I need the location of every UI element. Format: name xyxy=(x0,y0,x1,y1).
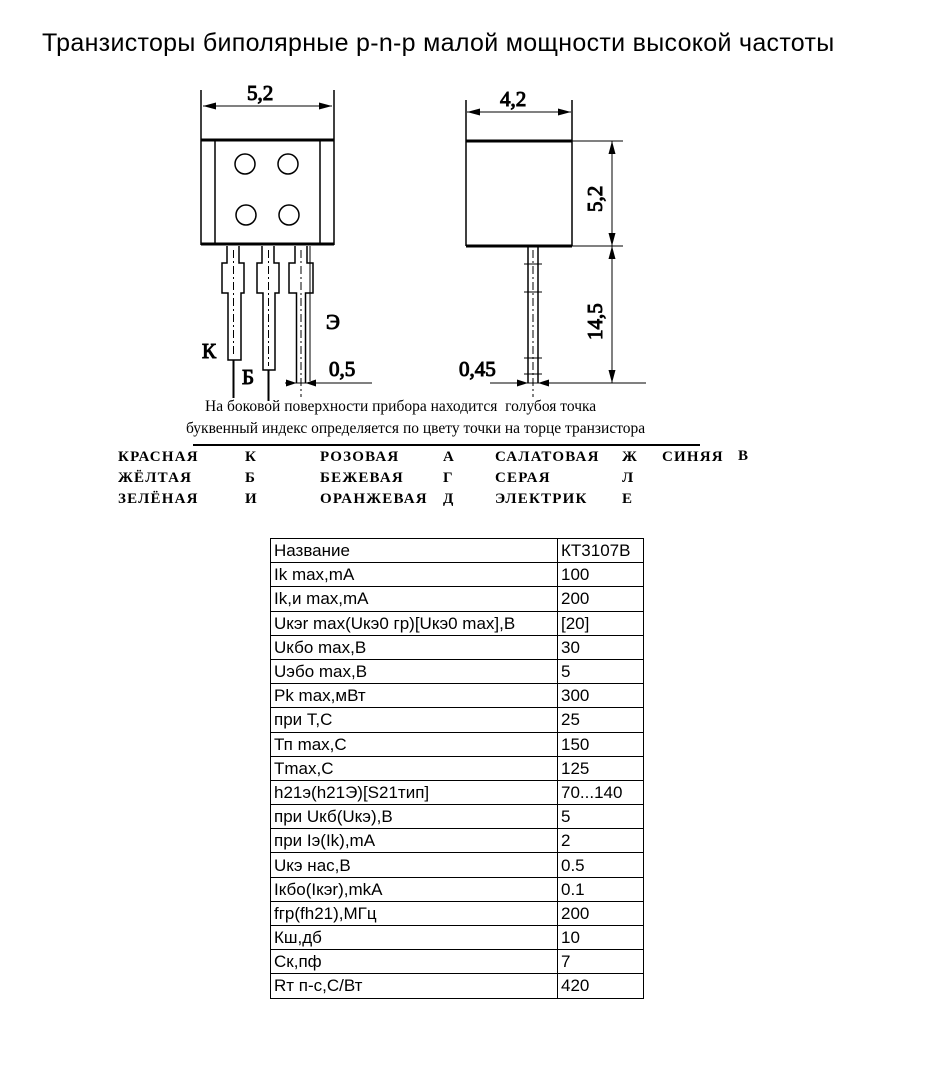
side-height-dim-label: 5,2 xyxy=(583,185,607,212)
spec-value-cell: 150 xyxy=(558,732,644,756)
spec-value-cell: 2 xyxy=(558,829,644,853)
spec-value-cell: 200 xyxy=(558,587,644,611)
spec-table-row xyxy=(271,659,644,683)
spec-value-cell: 10 xyxy=(558,926,644,950)
spec-table-row xyxy=(271,708,644,732)
color-letter: Б xyxy=(245,470,257,486)
side-view-drawing xyxy=(459,87,646,397)
spec-param-cell: Тп max,С xyxy=(271,732,558,756)
emitter-label: Э xyxy=(326,310,340,334)
color-letter: И xyxy=(245,491,258,507)
color-letter: Д xyxy=(443,491,455,507)
dim-arrow xyxy=(306,380,317,387)
package-drawings xyxy=(0,0,932,460)
color-letter: Е xyxy=(622,491,634,507)
color-letter: А xyxy=(443,449,456,465)
spec-table-row xyxy=(271,563,644,587)
color-name: САЛАТОВАЯ xyxy=(495,449,600,465)
spec-param-cell: при Iэ(Ik),mA xyxy=(271,829,558,853)
spec-param-cell: Rт п-с,С/Вт xyxy=(271,974,558,998)
spec-value-cell: КТ3107В xyxy=(558,539,644,563)
color-name: СЕРАЯ xyxy=(495,470,551,486)
color-name: ЗЕЛЁНАЯ xyxy=(118,491,199,507)
note-line-1: На боковой поверхности прибора находится голубоя точка xyxy=(205,398,597,415)
spec-param-cell: Uкбо max,В xyxy=(271,635,558,659)
spec-value-cell: [20] xyxy=(558,611,644,635)
spec-param-cell: Ik,и max,mA xyxy=(271,587,558,611)
color-name: БЕЖЕВАЯ xyxy=(320,470,404,486)
spec-param-cell: Pk max,мВт xyxy=(271,684,558,708)
divider-rule xyxy=(193,444,700,446)
spec-table-row xyxy=(271,877,644,901)
mounting-hole xyxy=(278,154,298,174)
spec-param-cell: Uкэ нас,В xyxy=(271,853,558,877)
spec-param-cell: Tmax,С xyxy=(271,756,558,780)
spec-table-row xyxy=(271,974,644,998)
spec-value-cell: 5 xyxy=(558,805,644,829)
side-lead-width-dim-label: 0,45 xyxy=(459,357,496,381)
spec-param-cell: Кш,дб xyxy=(271,926,558,950)
dim-arrow xyxy=(286,380,297,387)
dim-arrow xyxy=(609,370,616,383)
color-letter: Ж xyxy=(622,449,639,465)
spec-table-row xyxy=(271,926,644,950)
spec-param-cell: при Т,С xyxy=(271,708,558,732)
spec-param-cell: Название xyxy=(271,539,558,563)
spec-table-row xyxy=(271,805,644,829)
side-lead-length-dim-label: 14,5 xyxy=(583,303,607,340)
spec-table-row xyxy=(271,756,644,780)
note-line-2: буквенный индекс определяется по цвету точки на торце транзистора xyxy=(186,420,646,437)
spec-param-cell: Iкбо(Iкэr),mkA xyxy=(271,877,558,901)
spec-value-cell: 5 xyxy=(558,659,644,683)
color-name: СИНЯЯ xyxy=(662,449,724,465)
side-width-dim-label: 4,2 xyxy=(500,87,527,111)
color-letter: Г xyxy=(443,470,454,486)
base-label: Б xyxy=(242,365,255,389)
emitter-lead xyxy=(289,246,297,383)
color-name: КРАСНАЯ xyxy=(118,449,199,465)
spec-table-row xyxy=(271,732,644,756)
spec-value-cell: 100 xyxy=(558,563,644,587)
spec-value-cell: 300 xyxy=(558,684,644,708)
spec-param-cell: Ik max,mA xyxy=(271,563,558,587)
spec-value-cell: 0.1 xyxy=(558,877,644,901)
color-letter: К xyxy=(245,449,258,465)
color-letter: Л xyxy=(622,470,635,486)
spec-table-row xyxy=(271,539,644,563)
spec-param-cell: Ск,пф xyxy=(271,950,558,974)
front-view-drawing xyxy=(201,81,372,401)
spec-value-cell: 200 xyxy=(558,901,644,925)
dim-arrow-right xyxy=(319,103,332,110)
spec-value-cell: 7 xyxy=(558,950,644,974)
dim-arrow xyxy=(609,141,616,154)
spec-table-row xyxy=(271,635,644,659)
color-letter: В xyxy=(738,448,750,464)
color-name: ЖЁЛТАЯ xyxy=(118,470,193,486)
spec-table-row xyxy=(271,611,644,635)
dim-arrow-left xyxy=(203,103,216,110)
dim-arrow xyxy=(609,233,616,246)
spec-value-cell: 420 xyxy=(558,974,644,998)
color-name: РОЗОВАЯ xyxy=(320,449,400,465)
spec-param-cell: при Uкб(Uкэ),В xyxy=(271,805,558,829)
mounting-hole xyxy=(236,205,256,225)
spec-table-row xyxy=(271,829,644,853)
spec-table-row xyxy=(271,950,644,974)
page-title: Транзисторы биполярные p-n-p малой мощности высокой частоты xyxy=(42,29,835,57)
front-lead-width-dim-label: 0,5 xyxy=(329,357,356,381)
dim-arrow xyxy=(467,109,480,116)
mounting-hole xyxy=(235,154,255,174)
color-name: ЭЛЕКТРИК xyxy=(495,491,588,507)
spec-table-row xyxy=(271,780,644,804)
spec-table-row xyxy=(271,901,644,925)
spec-value-cell: 70...140 xyxy=(558,780,644,804)
spec-table xyxy=(270,538,644,999)
collector-label: К xyxy=(202,339,217,363)
mounting-hole xyxy=(279,205,299,225)
dim-arrow xyxy=(558,109,571,116)
spec-value-cell: 0.5 xyxy=(558,853,644,877)
spec-param-cell: fгр(fh21),МГц xyxy=(271,901,558,925)
spec-table-row xyxy=(271,853,644,877)
spec-param-cell: h21э(h21Э)[S21тип] xyxy=(271,780,558,804)
dim-arrow xyxy=(609,246,616,259)
front-width-dim-label: 5,2 xyxy=(247,81,274,105)
spec-param-cell: Uэбо max,В xyxy=(271,659,558,683)
spec-table-row xyxy=(271,684,644,708)
dim-arrow xyxy=(538,380,549,387)
spec-param-cell: Uкэr max(Uкэ0 гр)[Uкэ0 max],В xyxy=(271,611,558,635)
spec-value-cell: 30 xyxy=(558,635,644,659)
spec-value-cell: 125 xyxy=(558,756,644,780)
color-name: ОРАНЖЕВАЯ xyxy=(320,491,428,507)
spec-table-row xyxy=(271,587,644,611)
spec-value-cell: 25 xyxy=(558,708,644,732)
dim-arrow xyxy=(517,380,528,387)
